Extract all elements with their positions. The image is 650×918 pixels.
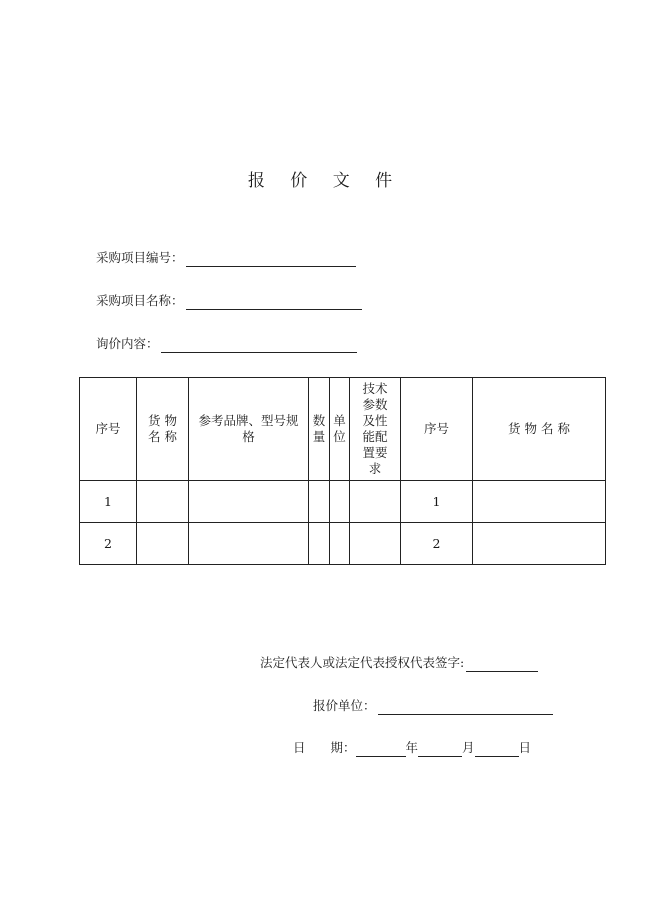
date-day-blank[interactable] bbox=[475, 742, 519, 757]
table-row bbox=[80, 523, 606, 565]
table-row bbox=[80, 481, 606, 523]
project-number-field bbox=[96, 249, 356, 267]
header-quantity: 数量 bbox=[309, 378, 330, 481]
row-2-seq: 2 bbox=[80, 523, 137, 565]
row-1-seq: 1 bbox=[80, 481, 137, 523]
date-month-blank[interactable] bbox=[418, 742, 462, 757]
row-1-goods-name[interactable] bbox=[137, 481, 189, 523]
row-1-seq-2: 1 bbox=[401, 481, 473, 523]
header-seq: 序号 bbox=[80, 378, 137, 481]
representative-signature-blank[interactable] bbox=[466, 657, 538, 672]
row-1-goods-name-2[interactable] bbox=[473, 481, 606, 523]
row-2-brand-model[interactable] bbox=[189, 523, 309, 565]
project-name-field bbox=[96, 292, 362, 310]
row-2-quantity[interactable] bbox=[309, 523, 330, 565]
date-year-unit: 年 bbox=[405, 740, 419, 755]
header-goods-name-2: 货 物 名 称 bbox=[473, 378, 606, 481]
row-1-unit[interactable] bbox=[330, 481, 350, 523]
header-tech-params: 技术参数及性能配置要求 bbox=[350, 378, 401, 481]
row-2-tech-params[interactable] bbox=[350, 523, 401, 565]
date-day-unit: 日 bbox=[518, 740, 532, 755]
representative-signature-field bbox=[260, 654, 538, 672]
project-name-label: 采购项目名称： bbox=[96, 293, 184, 308]
row-1-quantity[interactable] bbox=[309, 481, 330, 523]
header-unit: 单位 bbox=[330, 378, 350, 481]
inquiry-content-label: 询价内容： bbox=[96, 336, 159, 351]
project-number-label: 采购项目编号： bbox=[96, 250, 184, 265]
row-1-tech-params[interactable] bbox=[350, 481, 401, 523]
row-2-seq-2: 2 bbox=[401, 523, 473, 565]
row-2-unit[interactable] bbox=[330, 523, 350, 565]
project-name-blank[interactable] bbox=[186, 295, 362, 310]
date-month-unit: 月 bbox=[462, 740, 475, 755]
representative-signature-label: 法定代表人或法定代表授权代表签字: bbox=[260, 655, 465, 670]
row-2-goods-name[interactable] bbox=[137, 523, 189, 565]
date-label: 日 期： bbox=[293, 740, 356, 755]
quoting-unit-label: 报价单位： bbox=[313, 698, 376, 713]
row-2-goods-name-2[interactable] bbox=[473, 523, 606, 565]
quoting-unit-blank[interactable] bbox=[378, 700, 553, 715]
inquiry-content-blank[interactable] bbox=[161, 338, 357, 353]
table-header-row bbox=[80, 378, 606, 481]
header-goods-name: 货 物 名 称 bbox=[137, 378, 189, 481]
row-1-brand-model[interactable] bbox=[189, 481, 309, 523]
document-title: 报 价 文 件 bbox=[247, 171, 403, 191]
header-seq-2: 序号 bbox=[401, 378, 473, 481]
header-brand-model: 参考品牌、型号规格 bbox=[189, 378, 309, 481]
quoting-unit-field bbox=[313, 697, 553, 715]
date-field bbox=[293, 739, 531, 757]
inquiry-content-field bbox=[96, 335, 357, 353]
project-number-blank[interactable] bbox=[186, 252, 356, 267]
quote-table bbox=[79, 377, 606, 565]
date-year-blank[interactable] bbox=[356, 742, 406, 757]
